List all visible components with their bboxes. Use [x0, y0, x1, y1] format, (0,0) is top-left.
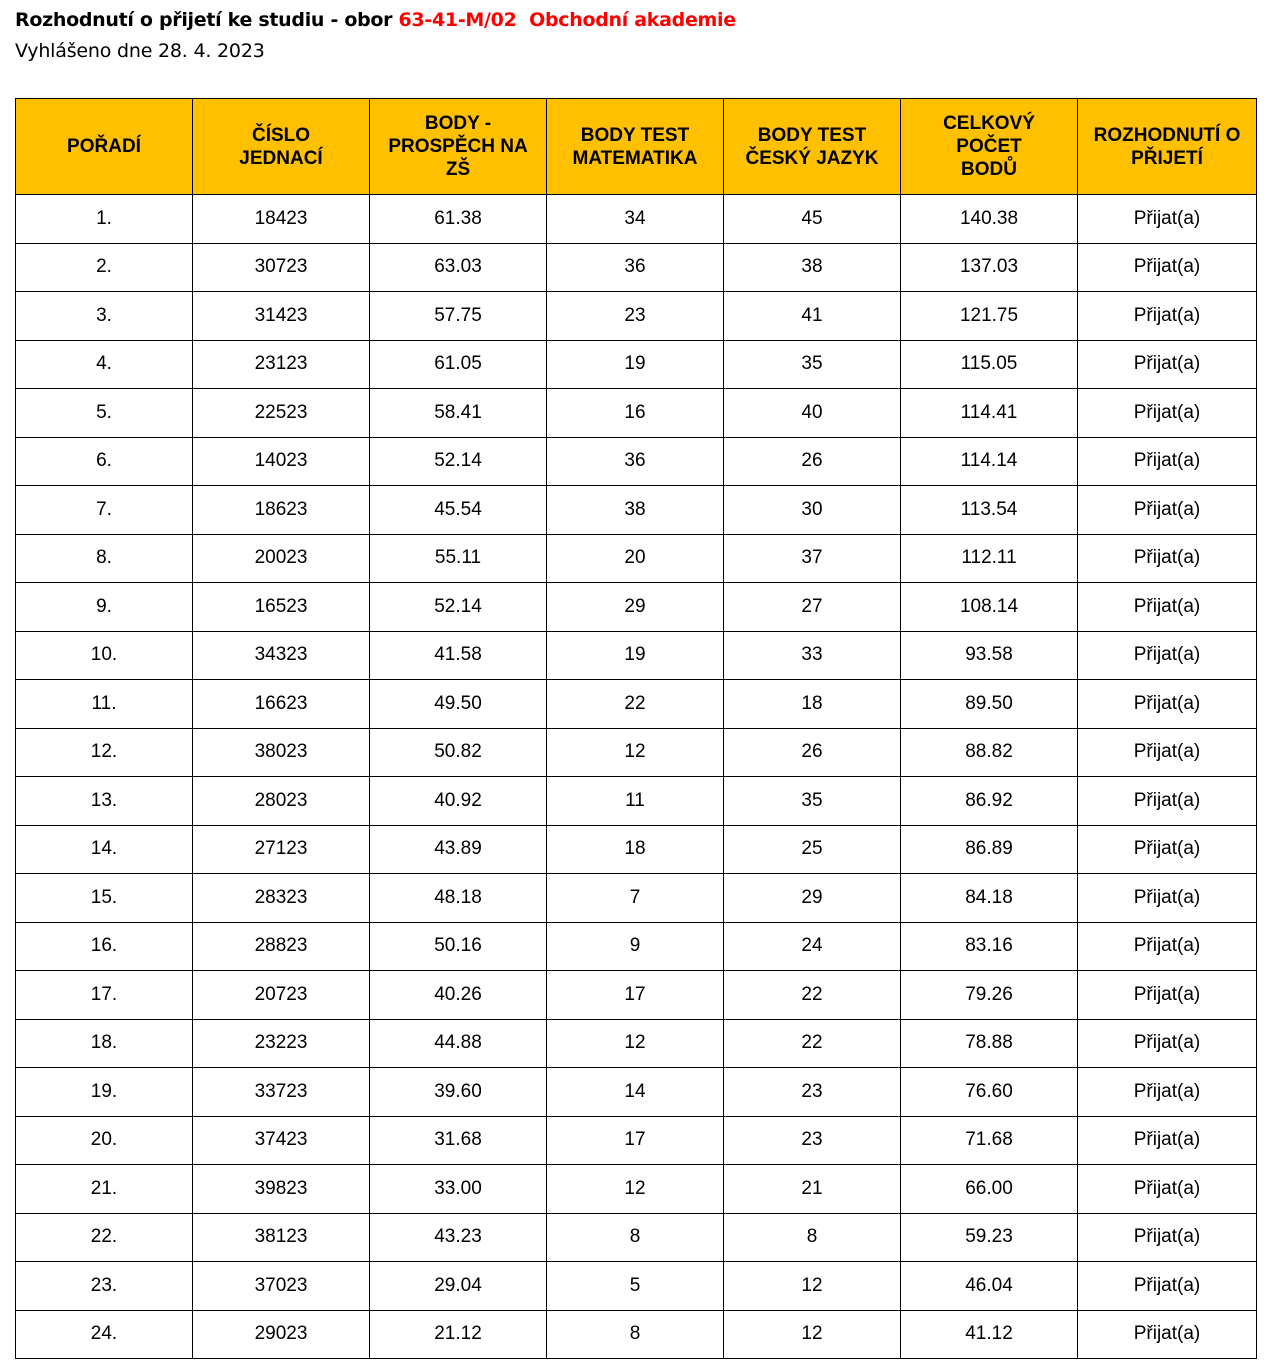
cell-total-points: 88.82 — [901, 728, 1078, 777]
cell-decision: Přijat(a) — [1078, 389, 1257, 438]
cell-points-czech: 45 — [724, 195, 901, 244]
cell-total-points: 79.26 — [901, 971, 1078, 1020]
cell-decision: Přijat(a) — [1078, 340, 1257, 389]
cell-ref-number: 31423 — [193, 292, 370, 341]
cell-total-points: 121.75 — [901, 292, 1078, 341]
table-body — [16, 195, 1257, 1359]
table-row — [16, 1262, 1257, 1311]
table-row — [16, 777, 1257, 826]
cell-points-math: 38 — [547, 486, 724, 535]
cell-ref-number: 38023 — [193, 728, 370, 777]
cell-rank: 17. — [16, 971, 193, 1020]
cell-rank: 6. — [16, 437, 193, 486]
header-rank — [16, 99, 193, 195]
table-row — [16, 680, 1257, 729]
cell-rank: 15. — [16, 874, 193, 923]
table-row — [16, 195, 1257, 244]
cell-points-czech: 35 — [724, 340, 901, 389]
cell-decision: Přijat(a) — [1078, 1213, 1257, 1262]
cell-points-czech: 41 — [724, 292, 901, 341]
cell-ref-number: 37023 — [193, 1262, 370, 1311]
cell-ref-number: 39823 — [193, 1165, 370, 1214]
title-prefix: Rozhodnutí o přijetí ke studiu - obor — [15, 9, 399, 31]
cell-points-math: 11 — [547, 777, 724, 826]
header-points-grades-label: BODY - PROSPĚCH NA ZŠ — [388, 113, 528, 180]
cell-points-czech: 22 — [724, 971, 901, 1020]
cell-points-grades: 57.75 — [370, 292, 547, 341]
cell-points-grades: 52.14 — [370, 583, 547, 632]
cell-points-grades: 43.89 — [370, 825, 547, 874]
table-row — [16, 389, 1257, 438]
cell-decision: Přijat(a) — [1078, 534, 1257, 583]
table-row — [16, 437, 1257, 486]
cell-points-math: 12 — [547, 1019, 724, 1068]
cell-rank: 24. — [16, 1310, 193, 1359]
cell-decision: Přijat(a) — [1078, 728, 1257, 777]
cell-points-czech: 29 — [724, 874, 901, 923]
cell-points-math: 12 — [547, 728, 724, 777]
table-row — [16, 1213, 1257, 1262]
cell-ref-number: 18623 — [193, 486, 370, 535]
cell-ref-number: 20023 — [193, 534, 370, 583]
cell-ref-number: 37423 — [193, 1116, 370, 1165]
cell-rank: 4. — [16, 340, 193, 389]
cell-total-points: 84.18 — [901, 874, 1078, 923]
cell-rank: 8. — [16, 534, 193, 583]
document-title — [15, 9, 736, 31]
table-row — [16, 971, 1257, 1020]
cell-points-math: 19 — [547, 340, 724, 389]
cell-ref-number: 28023 — [193, 777, 370, 826]
cell-points-grades: 61.05 — [370, 340, 547, 389]
cell-points-math: 12 — [547, 1165, 724, 1214]
header-ref-number — [193, 99, 370, 195]
cell-points-math: 29 — [547, 583, 724, 632]
cell-rank: 22. — [16, 1213, 193, 1262]
cell-decision: Přijat(a) — [1078, 1165, 1257, 1214]
cell-points-math: 17 — [547, 971, 724, 1020]
cell-ref-number: 22523 — [193, 389, 370, 438]
header-total-points-label: CELKOVÝ POČET BODŮ — [943, 113, 1035, 180]
cell-ref-number: 29023 — [193, 1310, 370, 1359]
cell-points-math: 34 — [547, 195, 724, 244]
cell-total-points: 86.92 — [901, 777, 1078, 826]
cell-points-math: 16 — [547, 389, 724, 438]
cell-points-math: 36 — [547, 437, 724, 486]
cell-decision: Přijat(a) — [1078, 825, 1257, 874]
cell-points-czech: 8 — [724, 1213, 901, 1262]
cell-total-points: 112.11 — [901, 534, 1078, 583]
table-header-row — [16, 99, 1257, 195]
cell-points-math: 17 — [547, 1116, 724, 1165]
table-row — [16, 292, 1257, 341]
cell-total-points: 59.23 — [901, 1213, 1078, 1262]
table-row — [16, 631, 1257, 680]
table-row — [16, 243, 1257, 292]
cell-decision: Přijat(a) — [1078, 583, 1257, 632]
cell-points-czech: 23 — [724, 1068, 901, 1117]
cell-decision: Přijat(a) — [1078, 971, 1257, 1020]
cell-points-math: 23 — [547, 292, 724, 341]
cell-points-czech: 24 — [724, 922, 901, 971]
table-row — [16, 874, 1257, 923]
cell-points-grades: 61.38 — [370, 195, 547, 244]
cell-points-grades: 44.88 — [370, 1019, 547, 1068]
table-row — [16, 1116, 1257, 1165]
field-code: 63-41-M/02 — [398, 9, 517, 31]
cell-ref-number: 28823 — [193, 922, 370, 971]
cell-ref-number: 14023 — [193, 437, 370, 486]
cell-points-grades: 40.26 — [370, 971, 547, 1020]
cell-rank: 23. — [16, 1262, 193, 1311]
table-row — [16, 1068, 1257, 1117]
cell-ref-number: 16623 — [193, 680, 370, 729]
cell-points-czech: 35 — [724, 777, 901, 826]
cell-decision: Přijat(a) — [1078, 874, 1257, 923]
cell-ref-number: 33723 — [193, 1068, 370, 1117]
cell-points-grades: 31.68 — [370, 1116, 547, 1165]
cell-points-czech: 33 — [724, 631, 901, 680]
cell-points-czech: 23 — [724, 1116, 901, 1165]
cell-points-grades: 49.50 — [370, 680, 547, 729]
cell-points-math: 5 — [547, 1262, 724, 1311]
cell-total-points: 93.58 — [901, 631, 1078, 680]
cell-ref-number: 23223 — [193, 1019, 370, 1068]
header-rank-label: POŘADÍ — [67, 136, 141, 157]
cell-ref-number: 28323 — [193, 874, 370, 923]
cell-points-math: 36 — [547, 243, 724, 292]
cell-rank: 19. — [16, 1068, 193, 1117]
cell-total-points: 41.12 — [901, 1310, 1078, 1359]
cell-points-grades: 40.92 — [370, 777, 547, 826]
cell-points-czech: 30 — [724, 486, 901, 535]
cell-total-points: 114.41 — [901, 389, 1078, 438]
cell-total-points: 71.68 — [901, 1116, 1078, 1165]
cell-rank: 16. — [16, 922, 193, 971]
cell-points-math: 22 — [547, 680, 724, 729]
table-row — [16, 340, 1257, 389]
field-name: Obchodní akademie — [529, 9, 736, 31]
cell-decision: Přijat(a) — [1078, 922, 1257, 971]
header-points-czech — [724, 99, 901, 195]
cell-rank: 1. — [16, 195, 193, 244]
cell-points-grades: 29.04 — [370, 1262, 547, 1311]
cell-points-czech: 40 — [724, 389, 901, 438]
cell-rank: 18. — [16, 1019, 193, 1068]
header-decision — [1078, 99, 1257, 195]
cell-points-grades: 45.54 — [370, 486, 547, 535]
cell-decision: Přijat(a) — [1078, 1310, 1257, 1359]
cell-points-grades: 50.82 — [370, 728, 547, 777]
cell-decision: Přijat(a) — [1078, 1262, 1257, 1311]
table-row — [16, 1019, 1257, 1068]
cell-points-math: 7 — [547, 874, 724, 923]
cell-points-grades: 39.60 — [370, 1068, 547, 1117]
cell-points-grades: 21.12 — [370, 1310, 547, 1359]
cell-rank: 5. — [16, 389, 193, 438]
cell-ref-number: 18423 — [193, 195, 370, 244]
table-row — [16, 922, 1257, 971]
header-total-points — [901, 99, 1078, 195]
cell-decision: Přijat(a) — [1078, 680, 1257, 729]
cell-rank: 9. — [16, 583, 193, 632]
cell-ref-number: 16523 — [193, 583, 370, 632]
cell-total-points: 83.16 — [901, 922, 1078, 971]
cell-ref-number: 20723 — [193, 971, 370, 1020]
cell-rank: 11. — [16, 680, 193, 729]
cell-rank: 21. — [16, 1165, 193, 1214]
table-row — [16, 1310, 1257, 1359]
cell-ref-number: 23123 — [193, 340, 370, 389]
admission-results-table — [15, 98, 1257, 1359]
table-row — [16, 825, 1257, 874]
cell-total-points: 115.05 — [901, 340, 1078, 389]
cell-points-math: 9 — [547, 922, 724, 971]
cell-points-czech: 38 — [724, 243, 901, 292]
cell-points-grades: 41.58 — [370, 631, 547, 680]
header-ref-number-label: ČÍSLO JEDNACÍ — [239, 124, 323, 169]
table-row — [16, 728, 1257, 777]
cell-total-points: 76.60 — [901, 1068, 1078, 1117]
cell-decision: Přijat(a) — [1078, 777, 1257, 826]
cell-decision: Přijat(a) — [1078, 437, 1257, 486]
cell-points-czech: 27 — [724, 583, 901, 632]
cell-points-czech: 26 — [724, 437, 901, 486]
cell-rank: 13. — [16, 777, 193, 826]
cell-points-czech: 12 — [724, 1262, 901, 1311]
cell-rank: 3. — [16, 292, 193, 341]
cell-points-math: 18 — [547, 825, 724, 874]
cell-points-grades: 55.11 — [370, 534, 547, 583]
cell-decision: Přijat(a) — [1078, 486, 1257, 535]
cell-points-math: 8 — [547, 1310, 724, 1359]
table-row — [16, 583, 1257, 632]
cell-points-math: 14 — [547, 1068, 724, 1117]
cell-total-points: 89.50 — [901, 680, 1078, 729]
cell-total-points: 113.54 — [901, 486, 1078, 535]
cell-decision: Přijat(a) — [1078, 1116, 1257, 1165]
cell-rank: 14. — [16, 825, 193, 874]
cell-points-grades: 48.18 — [370, 874, 547, 923]
cell-total-points: 137.03 — [901, 243, 1078, 292]
cell-points-grades: 33.00 — [370, 1165, 547, 1214]
cell-total-points: 66.00 — [901, 1165, 1078, 1214]
cell-total-points: 140.38 — [901, 195, 1078, 244]
cell-decision: Přijat(a) — [1078, 195, 1257, 244]
announcement-date: Vyhlášeno dne 28. 4. 2023 — [15, 40, 265, 62]
header-decision-label: ROZHODNUTÍ O PŘIJETÍ — [1093, 124, 1241, 169]
cell-points-czech: 21 — [724, 1165, 901, 1214]
table-row — [16, 486, 1257, 535]
cell-total-points: 78.88 — [901, 1019, 1078, 1068]
cell-points-czech: 18 — [724, 680, 901, 729]
header-points-czech-label: BODY TEST ČESKÝ JAZYK — [745, 124, 879, 169]
cell-rank: 10. — [16, 631, 193, 680]
cell-rank: 12. — [16, 728, 193, 777]
cell-points-grades: 52.14 — [370, 437, 547, 486]
header-points-czech-wrap — [745, 124, 879, 170]
cell-points-czech: 37 — [724, 534, 901, 583]
cell-decision: Přijat(a) — [1078, 243, 1257, 292]
cell-points-math: 20 — [547, 534, 724, 583]
table-row — [16, 534, 1257, 583]
cell-total-points: 86.89 — [901, 825, 1078, 874]
cell-ref-number: 34323 — [193, 631, 370, 680]
cell-points-grades: 63.03 — [370, 243, 547, 292]
header-points-math-label: BODY TEST MATEMATIKA — [572, 124, 698, 169]
cell-total-points: 114.14 — [901, 437, 1078, 486]
cell-decision: Přijat(a) — [1078, 1019, 1257, 1068]
cell-total-points: 46.04 — [901, 1262, 1078, 1311]
header-points-math-wrap — [572, 124, 698, 170]
cell-points-math: 19 — [547, 631, 724, 680]
cell-decision: Přijat(a) — [1078, 631, 1257, 680]
cell-rank: 20. — [16, 1116, 193, 1165]
cell-decision: Přijat(a) — [1078, 1068, 1257, 1117]
cell-points-math: 8 — [547, 1213, 724, 1262]
cell-rank: 7. — [16, 486, 193, 535]
header-points-grades — [370, 99, 547, 195]
cell-points-grades: 58.41 — [370, 389, 547, 438]
header-points-math — [547, 99, 724, 195]
cell-points-czech: 22 — [724, 1019, 901, 1068]
cell-points-grades: 50.16 — [370, 922, 547, 971]
cell-ref-number: 30723 — [193, 243, 370, 292]
cell-ref-number: 27123 — [193, 825, 370, 874]
cell-points-czech: 25 — [724, 825, 901, 874]
cell-decision: Přijat(a) — [1078, 292, 1257, 341]
cell-points-czech: 12 — [724, 1310, 901, 1359]
cell-rank: 2. — [16, 243, 193, 292]
cell-total-points: 108.14 — [901, 583, 1078, 632]
table-row — [16, 1165, 1257, 1214]
cell-points-grades: 43.23 — [370, 1213, 547, 1262]
cell-points-czech: 26 — [724, 728, 901, 777]
cell-ref-number: 38123 — [193, 1213, 370, 1262]
